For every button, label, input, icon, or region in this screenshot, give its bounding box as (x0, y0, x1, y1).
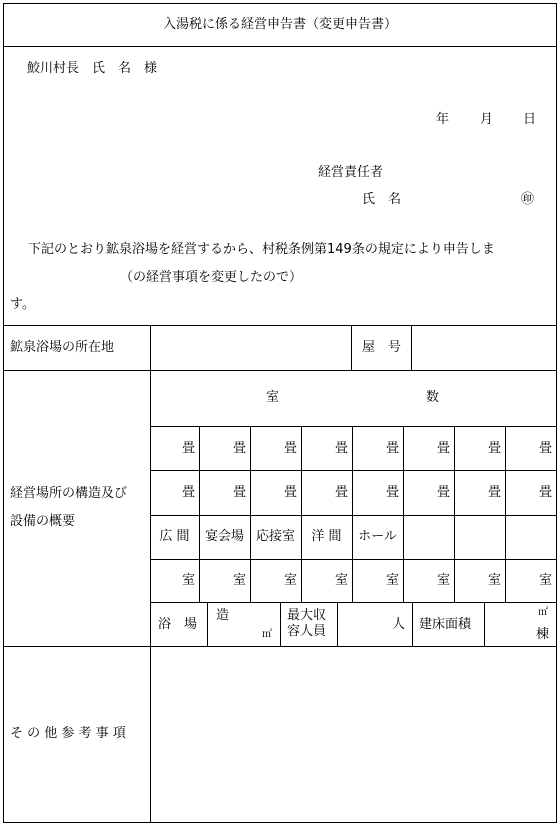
tatami-unit: 畳 (283, 485, 297, 500)
room-type: 応接室 (255, 529, 295, 544)
grid-line (150, 426, 557, 427)
tatami-unit: 畳 (385, 485, 399, 500)
tatami-unit: 畳 (283, 441, 297, 456)
grid-line (337, 602, 338, 646)
grid-line (150, 515, 557, 516)
tatami-unit: 畳 (334, 485, 348, 500)
room-unit: 室 (181, 573, 195, 588)
date-day: 日 (523, 112, 537, 127)
tatami-unit: 畳 (181, 485, 195, 500)
grid-line (484, 602, 485, 646)
grid-line (280, 602, 281, 646)
rooms-header-part2: 数 (426, 390, 440, 405)
room-unit: 室 (436, 573, 450, 588)
room-type: 広 間 (159, 529, 190, 544)
room-unit: 室 (487, 573, 501, 588)
date-month: 月 (480, 112, 494, 127)
room-unit: 室 (538, 573, 552, 588)
floor-area-unit-sqm: ㎡ (538, 607, 548, 618)
floor-area-label: 建床面積 (419, 617, 472, 632)
facility-label-line2: 設備の概要 (10, 514, 76, 529)
tatami-unit: 畳 (385, 441, 399, 456)
building-count-unit: 棟 (536, 627, 550, 642)
tatami-unit: 畳 (436, 485, 450, 500)
room-unit: 室 (283, 573, 297, 588)
tatami-unit: 畳 (436, 441, 450, 456)
grid-line (207, 602, 208, 646)
statement-line-3: す。 (10, 297, 35, 312)
room-type: 洋 間 (311, 529, 342, 544)
border-bottom (3, 822, 557, 823)
grid-line (412, 602, 413, 646)
location-label: 鉱泉浴場の所在地 (10, 340, 115, 355)
capacity-label-2: 容人員 (287, 624, 327, 639)
room-unit: 室 (232, 573, 246, 588)
facility-label-line1: 経営場所の構造及び (10, 486, 128, 501)
divider (3, 46, 557, 47)
room-unit: 室 (334, 573, 348, 588)
document-title: 入湯税に係る経営申告書（変更申告書） (162, 17, 397, 32)
responsible-label: 経営責任者 (318, 165, 384, 180)
tatami-unit: 畳 (538, 485, 552, 500)
tatami-unit: 畳 (334, 441, 348, 456)
divider (3, 646, 557, 647)
room-type: 宴会場 (204, 529, 244, 544)
responsible-name-label: 氏 名 (362, 192, 402, 207)
person-unit: 人 (392, 617, 406, 632)
divider (3, 325, 557, 326)
border-right (556, 3, 557, 823)
border-top (3, 3, 557, 4)
date-year: 年 (436, 112, 450, 127)
tatami-unit: 畳 (538, 441, 552, 456)
bath-label: 浴 場 (158, 617, 198, 632)
tatami-unit: 畳 (181, 441, 195, 456)
tatami-unit: 畳 (487, 485, 501, 500)
tatami-unit: 畳 (232, 485, 246, 500)
other-notes-label: そ の 他 参 考 事 項 (10, 726, 126, 741)
rooms-header-part1: 室 (266, 390, 280, 405)
seal-mark: ㊞ (521, 192, 535, 207)
statement-line-1: 下記のとおり鉱泉浴場を経営するから、村税条例第149条の規定により申告しま (28, 242, 495, 257)
trade-name-label: 屋 号 (362, 340, 402, 355)
room-type: ホール (358, 529, 397, 544)
addressee: 鮫川村長 氏 名 様 (27, 61, 158, 76)
grid-line (150, 470, 557, 471)
grid-line (150, 602, 557, 603)
divider (411, 325, 412, 370)
grid-line (150, 559, 557, 560)
sqm-unit: ㎡ (262, 629, 272, 640)
divider (351, 325, 352, 370)
divider (3, 370, 557, 371)
room-unit: 室 (385, 573, 399, 588)
structure-label: 造 (216, 608, 230, 623)
capacity-label-1: 最大収 (287, 608, 327, 623)
tatami-unit: 畳 (487, 441, 501, 456)
statement-line-2: （の経営事項を変更したので） (120, 270, 303, 285)
tatami-unit: 畳 (232, 441, 246, 456)
border-left (3, 3, 4, 823)
